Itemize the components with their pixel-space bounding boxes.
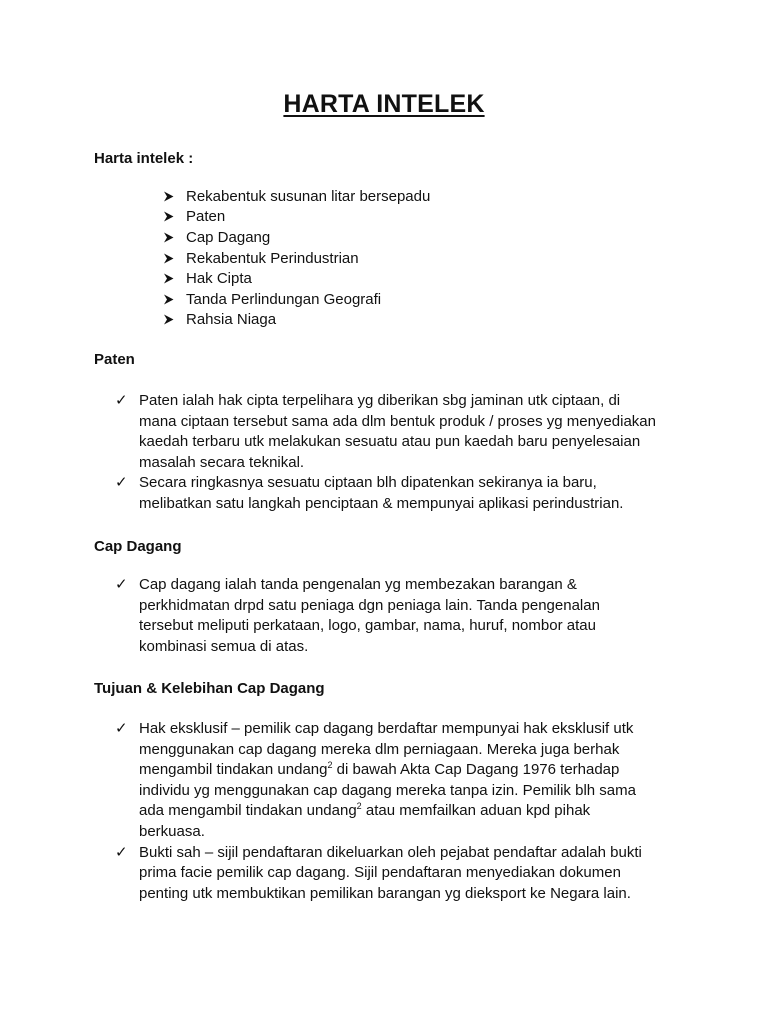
cap-dagang-heading: Cap Dagang bbox=[94, 538, 182, 555]
intellectual-property-list bbox=[163, 186, 430, 330]
list-item bbox=[163, 248, 430, 269]
list-item bbox=[163, 289, 430, 310]
list-item-label: Rekabentuk susunan litar bersepadu bbox=[186, 187, 431, 205]
list-item bbox=[115, 391, 715, 473]
list-item-label: Hak Cipta bbox=[186, 270, 252, 288]
checkmark-icon: ✓ bbox=[115, 392, 128, 409]
list-item bbox=[115, 575, 715, 657]
paten-section bbox=[115, 391, 715, 515]
arrow-bullet-icon bbox=[163, 232, 186, 243]
list-item-text: Hak eksklusif – pemilik cap dagang berdaftar mempunyai hak eksklusif utk menggunakan cap dagang mereka dlm perniagaan. Mereka juga berhak mengambil tindakan undang$^2$ di bawah Akta Cap Dagang 1976 terhadap individu yg menggunakan cap dagang mereka tanpa izin. Pemilik blh sama ada mengambil tindakan undang$^2$ atau memfailkan aduan kpd pihak berkuasa. bbox=[139, 720, 636, 840]
tujuan-section bbox=[115, 719, 715, 904]
checkmark-icon: ✓ bbox=[115, 843, 128, 861]
list-item bbox=[163, 268, 430, 289]
list-item bbox=[163, 310, 430, 331]
arrow-bullet-icon bbox=[163, 273, 186, 284]
tujuan-heading: Tujuan & Kelebihan Cap Dagang bbox=[94, 680, 325, 697]
list-item bbox=[115, 473, 715, 514]
intro-heading: Harta intelek : bbox=[94, 150, 194, 167]
list-item bbox=[163, 207, 430, 228]
arrow-bullet-icon bbox=[163, 314, 186, 325]
arrow-bullet-icon bbox=[163, 253, 186, 264]
list-item-label: Rahsia Niaga bbox=[186, 311, 277, 329]
checkmark-icon: ✓ bbox=[115, 576, 128, 593]
list-item-text: Cap dagang ialah tanda pengenalan yg membezakan barangan & perkhidmatan drpd satu peniaga dgn peniaga lain. Tanda pengenalan tersebut meliputi perkataan, logo, gambar, nama, huruf, nombor atau kombinasi semua di atas. bbox=[139, 576, 600, 655]
list-item-label: Cap Dagang bbox=[186, 228, 271, 246]
list-item bbox=[115, 719, 715, 843]
arrow-bullet-icon bbox=[163, 191, 186, 202]
list-item-label: Tanda Perlindungan Geografi bbox=[186, 290, 382, 308]
list-item-text: Secara ringkasnya sesuatu ciptaan blh dipatenkan sekiranya ia baru, melibatkan satu langkah penciptaan & mempunyai aplikasi perindustrian. bbox=[139, 474, 624, 512]
checkmark-icon: ✓ bbox=[115, 720, 128, 737]
list-item-label: Paten bbox=[186, 208, 226, 226]
checkmark-icon: ✓ bbox=[115, 474, 128, 492]
arrow-bullet-icon bbox=[163, 294, 186, 305]
list-item-label: Rekabentuk Perindustrian bbox=[186, 249, 359, 267]
arrow-bullet-icon bbox=[163, 211, 186, 222]
list-item-text: Bukti sah – sijil pendaftaran dikeluarkan oleh pejabat pendaftar adalah bukti prima facie pemilik cap dagang. Sijil pendaftaran menyediakan dokumen penting utk membuktikan pemilikan barangan yg dieksport ke Negara lain. bbox=[139, 843, 642, 902]
paten-heading: Paten bbox=[94, 351, 135, 368]
list-item-text: Paten ialah hak cipta terpelihara yg diberikan sbg jaminan utk ciptaan, di mana ciptaan tersebut sama ada dlm bentuk produk / proses yg menyediakan kaedah terbaru utk melakukan sesuatu atau pun kaedah baru penyelesaian masalah secara teknikal. bbox=[139, 392, 656, 471]
list-item bbox=[163, 227, 430, 248]
cap-dagang-section bbox=[115, 575, 715, 657]
page-title: HARTA INTELEK bbox=[283, 90, 485, 118]
list-item bbox=[115, 843, 715, 905]
list-item bbox=[163, 186, 430, 207]
